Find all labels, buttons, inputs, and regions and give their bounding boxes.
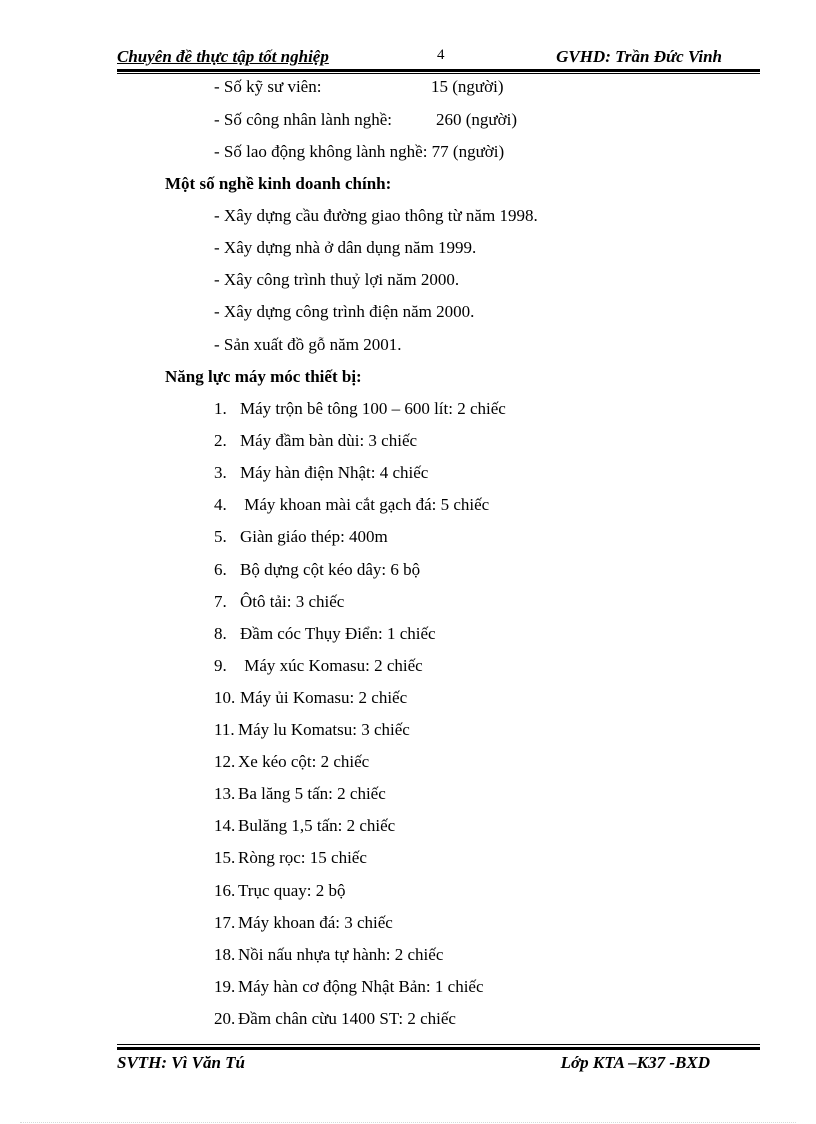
equipment-item-number: 19.: [214, 977, 236, 996]
business-item: - Sản xuất đồ gỗ năm 2001.: [214, 335, 402, 354]
equipment-item-text: Bộ dựng cột kéo dây: 6 bộ: [240, 560, 421, 579]
business-heading: Một số nghề kinh doanh chính:: [165, 174, 392, 193]
equipment-item-number: 16.: [214, 881, 236, 900]
equipment-item: [214, 494, 489, 516]
equipment-item-text: Ròng rọc: 15 chiếc: [238, 848, 367, 867]
equipment-item-number: 9.: [214, 656, 227, 675]
equipment-item: [214, 687, 407, 709]
staff-label: - Số lao động không lành nghề: 77 (người): [214, 142, 505, 161]
equipment-item-number: 11.: [214, 720, 235, 739]
equipment-item-number: 6.: [214, 560, 227, 579]
equipment-item-number: 3.: [214, 463, 227, 482]
equipment-item: [214, 976, 484, 998]
equipment-item-text: Giàn giáo thép: 400m: [240, 527, 388, 546]
equipment-item: [214, 559, 420, 581]
page-number: 4: [437, 47, 445, 63]
business-item: - Xây dựng cầu đường giao thông từ năm 1998.: [214, 206, 538, 225]
equipment-item-number: 4.: [214, 495, 227, 514]
equipment-item-number: 15.: [214, 848, 236, 867]
business-item: - Xây dựng công trình điện năm 2000.: [214, 302, 475, 321]
equipment-item-text: Máy lu Komatsu: 3 chiếc: [238, 720, 410, 739]
equipment-item-text: Trục quay: 2 bộ: [238, 881, 346, 900]
equipment-item-text: Xe kéo cột: 2 chiếc: [238, 752, 370, 771]
equipment-item-number: 5.: [214, 527, 227, 546]
equipment-item-text: Máy trộn bê tông 100 – 600 lít: 2 chiếc: [240, 399, 506, 418]
equipment-item-number: 8.: [214, 624, 227, 643]
equipment-item: [214, 912, 393, 934]
footer-rule-thin: [117, 1044, 760, 1045]
equipment-item: [214, 719, 410, 741]
equipment-item: [214, 1008, 456, 1030]
equipment-item-text: Máy hàn cơ động Nhật Bản: 1 chiếc: [238, 977, 484, 996]
equipment-item-text: Đầm cóc Thụy Điển: 1 chiếc: [240, 624, 436, 643]
staff-line-engineers: [214, 76, 504, 98]
business-item: - Xây dựng nhà ở dân dụng năm 1999.: [214, 238, 477, 257]
equipment-item: [214, 944, 443, 966]
equipment-item: [214, 847, 367, 869]
equipment-item-number: 13.: [214, 784, 236, 803]
equipment-item-number: 17.: [214, 913, 236, 932]
equipment-item-text: Máy khoan mài cắt gạch đá: 5 chiếc: [240, 495, 490, 514]
equipment-item: [214, 751, 369, 773]
equipment-item-number: 10.: [214, 688, 236, 707]
page-header: [117, 47, 760, 69]
equipment-item: [214, 880, 346, 902]
equipment-item-number: 2.: [214, 431, 227, 450]
footer-class: Lớp KTA –K37 -BXD: [560, 1053, 710, 1072]
header-rule-thin: [117, 73, 760, 74]
equipment-heading: Năng lực máy móc thiết bị:: [165, 367, 362, 386]
page-footer: [117, 1053, 760, 1077]
equipment-item-number: 20.: [214, 1009, 236, 1028]
staff-label: - Số công nhân lành nghề:: [214, 110, 392, 129]
staff-value: 15 (người): [431, 77, 504, 96]
equipment-item-text: Ôtô tải: 3 chiếc: [240, 592, 345, 611]
equipment-item-number: 12.: [214, 752, 236, 771]
equipment-item-text: Máy xúc Komasu: 2 chiếc: [240, 656, 423, 675]
header-title: Chuyên đề thực tập tốt nghiệp: [117, 47, 329, 66]
equipment-item-text: Ba lăng 5 tấn: 2 chiếc: [238, 784, 386, 803]
equipment-item-number: 1.: [214, 399, 227, 418]
equipment-item: [214, 815, 395, 837]
equipment-item: [214, 623, 436, 645]
staff-line-skilled: [214, 109, 517, 131]
equipment-item-number: 18.: [214, 945, 236, 964]
staff-value: 260 (người): [436, 110, 517, 129]
equipment-item-text: Máy hàn điện Nhật: 4 chiếc: [240, 463, 429, 482]
equipment-item-text: Máy khoan đá: 3 chiếc: [238, 913, 393, 932]
equipment-item-text: Bulăng 1,5 tấn: 2 chiếc: [238, 816, 396, 835]
header-rule-thick: [117, 69, 760, 72]
equipment-item-text: Máy đầm bàn dùi: 3 chiếc: [240, 431, 418, 450]
equipment-item-text: Máy ủi Komasu: 2 chiếc: [240, 688, 408, 707]
equipment-item: [214, 783, 386, 805]
equipment-item: [214, 591, 344, 613]
footer-student: SVTH: Vì Văn Tú: [117, 1053, 246, 1072]
staff-label: - Số kỹ sư viên:: [214, 77, 322, 96]
equipment-item-text: Nồi nấu nhựa tự hành: 2 chiếc: [238, 945, 444, 964]
staff-line-unskilled: [214, 141, 504, 163]
equipment-item: [214, 526, 388, 548]
business-item: - Xây công trình thuỷ lợi năm 2000.: [214, 270, 460, 289]
equipment-item: [214, 462, 428, 484]
header-supervisor: GVHD: Trần Đức Vinh: [556, 47, 722, 66]
footer-rule-thick: [117, 1047, 760, 1050]
equipment-item: [214, 655, 423, 677]
equipment-item-number: 7.: [214, 592, 227, 611]
equipment-item: [214, 430, 417, 452]
equipment-item-text: Đầm chân cừu 1400 ST: 2 chiếc: [238, 1009, 456, 1028]
equipment-item-number: 14.: [214, 816, 236, 835]
equipment-item: [214, 398, 506, 420]
